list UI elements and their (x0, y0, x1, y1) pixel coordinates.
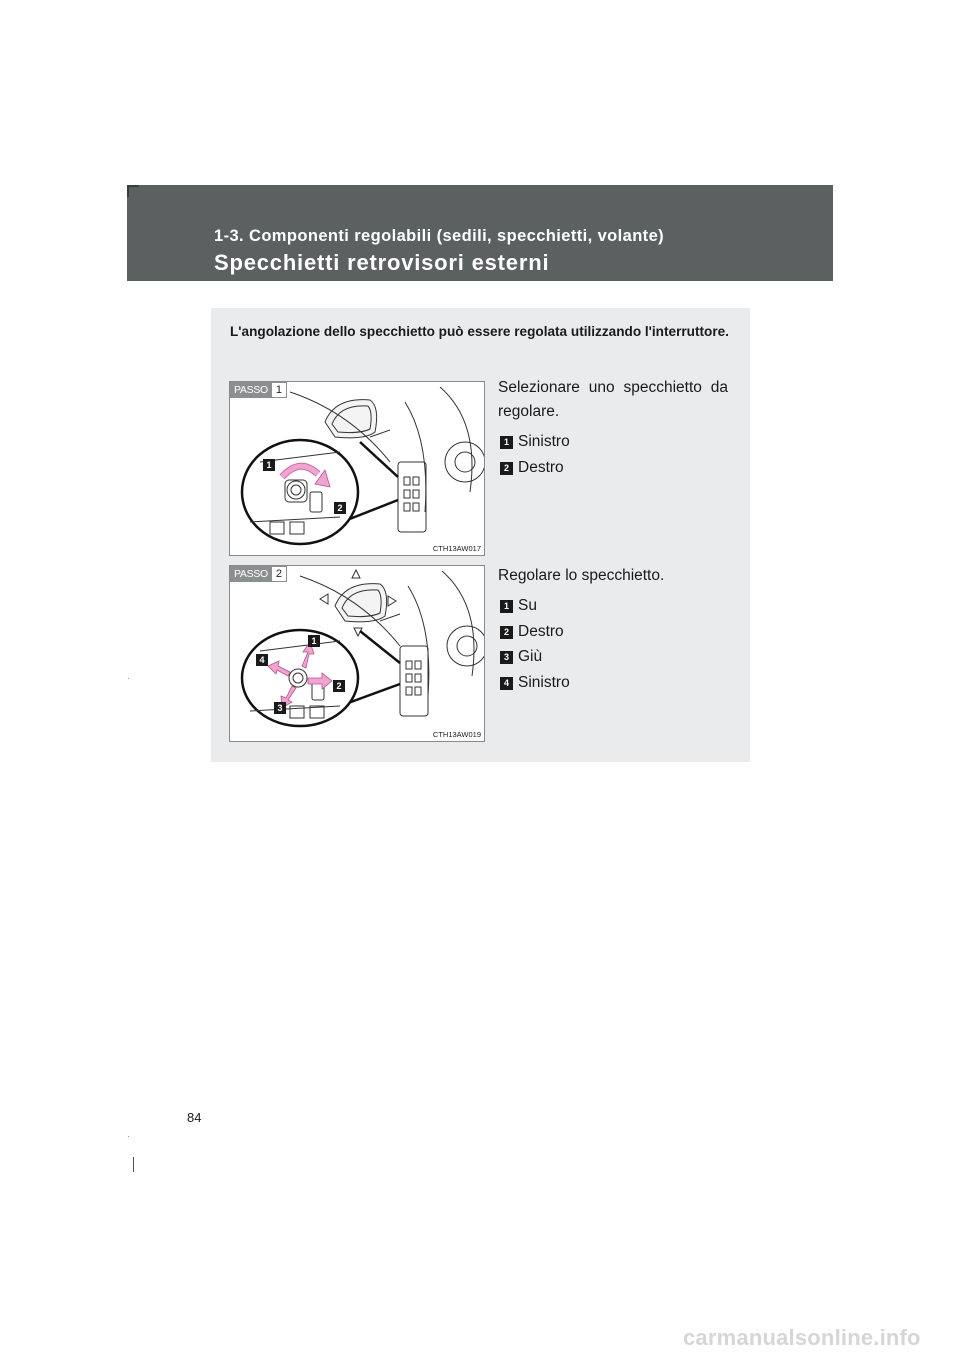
step2-item-3 (500, 647, 542, 667)
step2-item-2 (500, 622, 564, 642)
step1-badge (230, 382, 287, 398)
number-icon: 2 (500, 462, 513, 475)
step2-item-1 (500, 596, 537, 616)
item-label: Sinistro (518, 674, 570, 691)
item-label: Sinistro (518, 433, 570, 450)
step2-figure (229, 565, 485, 742)
step2-illustration (230, 566, 485, 742)
step1-illustration (230, 382, 485, 556)
step-badge-number: 2 (272, 566, 287, 582)
step-badge-label: PASSO (230, 382, 272, 398)
item-label: Su (518, 597, 537, 614)
step1-item-1 (500, 432, 570, 452)
step2-item-4 (500, 673, 570, 693)
svg-text:3: 3 (277, 703, 283, 713)
item-label: Destro (518, 623, 564, 640)
intro-text: L'angolazione dello specchietto può essere regolata utilizzando l'interruttore. (230, 324, 729, 339)
number-icon: 2 (500, 626, 513, 639)
number-icon: 1 (500, 436, 513, 449)
corner-mark (127, 185, 139, 197)
svg-text:1: 1 (311, 636, 317, 646)
step-badge-number: 1 (272, 382, 287, 398)
step-badge-label: PASSO (230, 566, 272, 582)
svg-text:2: 2 (336, 681, 342, 691)
step2-badge (230, 566, 287, 582)
step1-figure (229, 381, 485, 556)
margin-dot (128, 678, 129, 679)
number-icon: 1 (500, 600, 513, 613)
watermark: carmanualsonline.info (683, 1325, 921, 1350)
margin-line (133, 1157, 134, 1172)
margin-dot (128, 1136, 129, 1137)
section-title: 1-3. Componenti regolabili (sedili, specchietti, volante) (214, 227, 665, 245)
step1-item-2 (500, 458, 564, 478)
step2-text: Regolare lo specchietto. (498, 567, 665, 584)
page-title: Specchietti retrovisori esterni (214, 250, 550, 275)
svg-text:4: 4 (259, 655, 265, 665)
svg-text:1: 1 (266, 460, 272, 470)
number-icon: 3 (500, 651, 513, 664)
number-icon: 4 (500, 677, 513, 690)
step1-text: Selezionare uno specchietto da regolare. (498, 379, 728, 420)
page-number: 84 (187, 1110, 202, 1125)
item-label: Giù (518, 648, 543, 665)
svg-text:2: 2 (337, 503, 343, 513)
figure-code: CTH13AW017 (432, 544, 481, 553)
item-label: Destro (518, 459, 564, 476)
figure-code: CTH13AW019 (432, 730, 481, 739)
